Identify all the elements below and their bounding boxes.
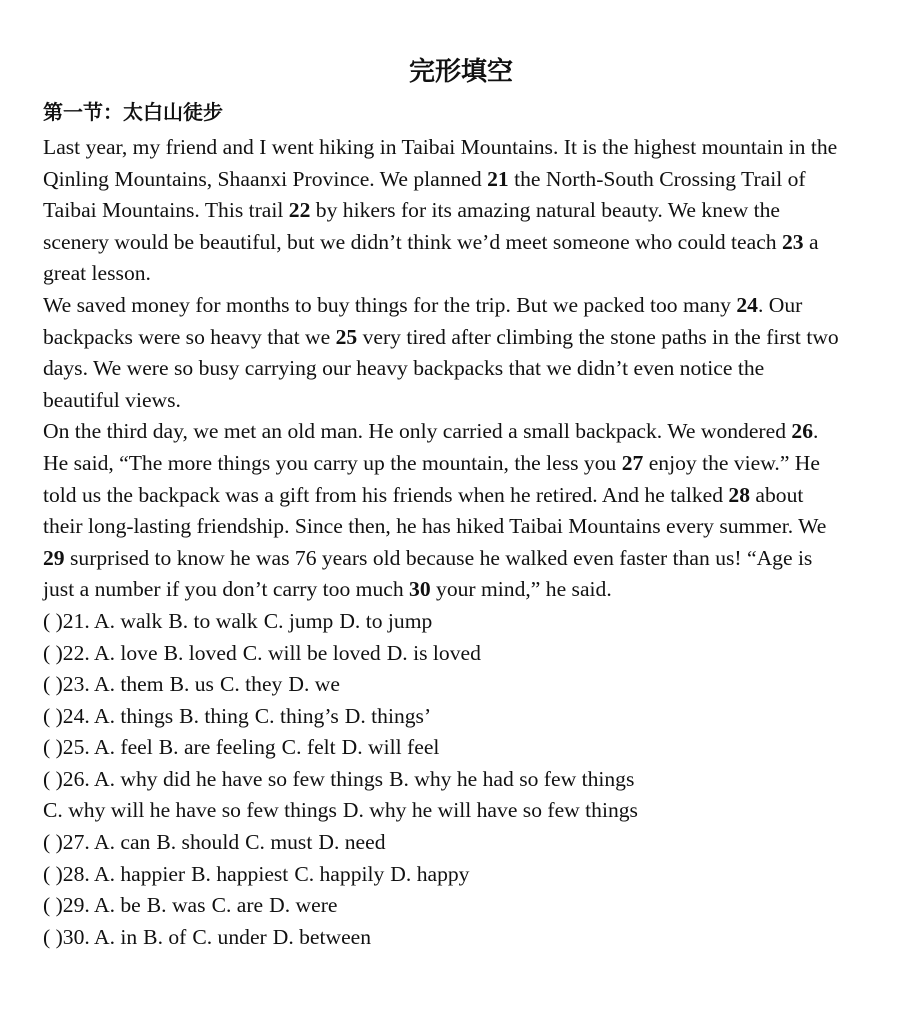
question-list — [43, 606, 843, 954]
answer-option: C. under — [192, 924, 267, 949]
answer-option: A. them — [93, 672, 164, 697]
question-row — [43, 764, 843, 796]
question-number: ( )25. — [43, 735, 94, 760]
answer-option: D. things’ — [344, 703, 432, 728]
answer-option: A. why did he have so few things — [93, 766, 384, 791]
question-row-continued — [43, 795, 843, 827]
answer-option: B. should — [156, 830, 240, 855]
passage-text: your mind,” he said. — [430, 577, 612, 602]
blank-number: 29 — [43, 545, 65, 570]
answer-option: D. need — [318, 830, 386, 855]
question-row — [43, 922, 843, 954]
question-row — [43, 638, 843, 670]
answer-option: D. why he will have so few things — [342, 798, 638, 823]
page-title: 完形填空 — [408, 57, 513, 87]
passage-text: the North-South Crossing Trail of Taibai Mountains. This trail — [43, 166, 806, 223]
passage-text: a great lesson. — [43, 229, 819, 286]
blank-number: 23 — [782, 229, 804, 254]
answer-option: A. walk — [93, 608, 163, 633]
question-row — [43, 701, 843, 733]
answer-option: C. thing’s — [254, 703, 339, 728]
answer-option: B. are feeling — [158, 735, 276, 760]
answer-option: C. felt — [281, 735, 336, 760]
passage-text: surprised to know he was 76 years old because he walked even faster than us! “Age is just a number if you don’t carry too much — [43, 545, 813, 602]
blank-number: 27 — [621, 450, 644, 475]
passage-text: . Our backpacks were so heavy that we — [43, 292, 803, 349]
question-row — [43, 669, 843, 701]
document-page — [43, 52, 843, 953]
passage-body — [43, 132, 843, 953]
answer-option: B. us — [169, 672, 214, 697]
answer-option: A. happier — [93, 861, 186, 886]
question-number: ( )30. — [43, 924, 94, 949]
answer-option: D. we — [288, 672, 340, 697]
answer-option: D. between — [272, 924, 372, 949]
answer-option: A. in — [93, 924, 138, 949]
answer-option: C. must — [245, 830, 313, 855]
answer-option: B. why he had so few things — [389, 766, 635, 791]
answer-option: A. can — [93, 830, 151, 855]
answer-option: A. love — [93, 640, 158, 665]
answer-option: D. happy — [390, 861, 470, 886]
answer-option: C. jump — [263, 608, 334, 633]
answer-option: D. to jump — [339, 608, 433, 633]
passage-text: . He said, “The more things you carry up the mountain, the less you — [43, 419, 819, 475]
answer-option: C. why will he have so few things — [43, 798, 337, 823]
passage-text: by hikers for its amazing natural beauty. We knew the scenery would be beautiful, but we didn’t think we’d meet someone who could teach — [43, 198, 782, 254]
blank-number: 25 — [335, 324, 358, 349]
answer-option: B. to walk — [168, 608, 258, 633]
question-number: ( )23. — [43, 672, 94, 697]
answer-option: A. things — [93, 703, 174, 728]
answer-option: B. of — [143, 924, 187, 949]
question-number: ( )28. — [43, 861, 94, 886]
passage-text: very tired after climbing the stone paths in the first two days. We were so busy carrying our heavy backpacks that we didn’t even notice the beautiful views. — [43, 324, 839, 412]
section-heading: 第一节：太白山徒步 — [43, 100, 223, 124]
answer-option: B. was — [146, 893, 206, 918]
blank-number: 22 — [288, 198, 311, 223]
answer-option: A. be — [93, 893, 141, 918]
question-number: ( )24. — [43, 703, 94, 728]
question-row — [43, 890, 843, 922]
question-number: ( )27. — [43, 830, 94, 855]
answer-option: C. will be loved — [242, 640, 381, 665]
blank-number: 26 — [791, 419, 813, 444]
passage-text: about their long-lasting friendship. Since then, he has hiked Taibai Mountains every summer. We — [43, 482, 827, 539]
answer-option: B. loved — [163, 640, 237, 665]
blank-number: 21 — [487, 166, 509, 191]
answer-option: D. were — [269, 893, 338, 918]
question-row — [43, 606, 843, 638]
question-number: ( )26. — [43, 766, 94, 791]
answer-option: C. happily — [294, 861, 385, 886]
passage-text: enjoy the view.” He told us the backpack was a gift from his friends when he retired. And he talked — [43, 450, 820, 507]
answer-option: D. is loved — [386, 640, 481, 665]
answer-option: C. they — [219, 672, 283, 697]
question-number: ( )22. — [43, 640, 94, 665]
answer-option: D. will feel — [341, 735, 440, 760]
answer-option: B. happiest — [191, 861, 289, 886]
passage-text: On the third day, we met an old man. He only carried a small backpack. We wondered — [43, 419, 792, 444]
answer-option: A. feel — [93, 735, 153, 760]
passage-text: We saved money for months to buy things for the trip. But we packed too many — [43, 292, 737, 317]
passage-paragraph — [43, 416, 843, 606]
answer-option: C. are — [211, 893, 264, 918]
question-number: ( )21. — [43, 608, 94, 633]
question-number: ( )29. — [43, 893, 94, 918]
blank-number: 28 — [728, 482, 750, 507]
question-row — [43, 827, 843, 859]
passage — [43, 132, 843, 606]
question-row — [43, 732, 843, 764]
question-row — [43, 859, 843, 891]
answer-option: B. thing — [179, 703, 249, 728]
passage-paragraph — [43, 132, 843, 290]
blank-number: 30 — [409, 577, 431, 602]
blank-number: 24 — [736, 292, 758, 317]
passage-text: Last year, my friend and I went hiking in Taibai Mountains. It is the highest mountain in the Qinling Mountains, Shaanxi Province. We planned — [43, 135, 838, 191]
passage-paragraph — [43, 290, 843, 416]
